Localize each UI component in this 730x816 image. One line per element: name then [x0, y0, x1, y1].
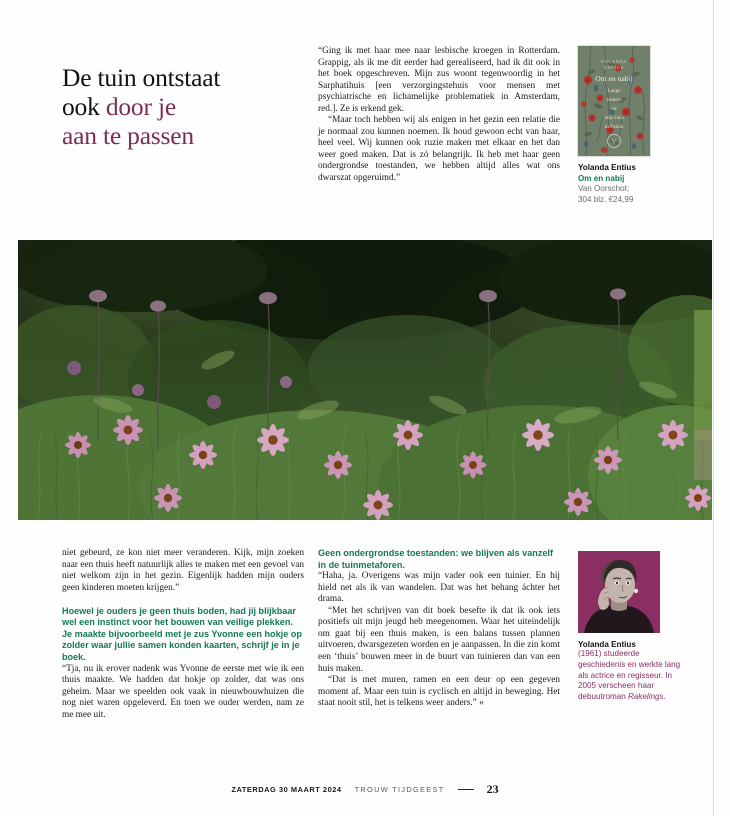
book-caption-details: 304 blz. €24,99 — [578, 194, 634, 204]
author-portrait — [578, 551, 660, 633]
paragraph-spacer — [62, 594, 304, 606]
headline-line-1: De tuin ontstaat — [62, 63, 221, 93]
author-bio-book-title: Rakelings. — [627, 692, 666, 702]
paragraph: “Met het schrijven van dit boek besefte ik dat ik ook iets positiefs uit mijn jeugd heb meegenomen. Waar het uiteindelijk om gaat bij een thuis maken, is een balans tussen plannen uitvoeren, dwarsgezeten worden en je aanpassen. In die zin komt een ‘thuis’ bouwen meer in de buurt van tuinieren dan van een huis maken. — [318, 605, 560, 674]
page-footer — [0, 782, 730, 797]
headline-line-3-accent: aan te passen — [62, 121, 194, 151]
author-info-block — [578, 551, 682, 703]
cover-subtitle-5: in Funda — [604, 124, 624, 130]
publisher-logo: V — [611, 138, 617, 146]
interview-question: Geen ondergrondse toestanden: we blijven als vanzelf in de tuinmetaforen. — [318, 548, 553, 570]
footer-page-number: 23 — [486, 782, 499, 796]
article-column-top-middle — [318, 46, 560, 185]
garden-photo — [18, 240, 712, 520]
page-edge-rule — [713, 0, 714, 816]
paragraph: “Haha, ja. Overigens was mijn vader ook een tuinier. En hij hield net als ik van wandelen. Dat was het behang áchter het drama. — [318, 571, 560, 605]
cover-subtitle-4: mijn huis — [604, 115, 624, 121]
footer-publication: TROUW TIJDGEEST — [354, 785, 445, 794]
paragraph: “Ging ik met haar mee naar lesbische kroegen in Rotterdam. Grappig, als ik me dit eerder had gerealiseerd, had ik dit ook in het boek opgeschreven. Mijn zus woont tegenwoordig in het Sarphatihuis [een verzorgingstehuis voor mensen met psychiatrische en lichamelijke problematiek in Amsterdam, red.]. Ze is erkend gek. — [318, 46, 560, 114]
footer-date: ZATERDAG 30 MAART 2024 — [231, 785, 342, 794]
interview-question: Hoewel je ouders je geen thuis boden, had jij blijkbaar wel een instinct voor het bouwen van veilige plekken. Je maakte bijvoorbeeld met je zus Yvonne een hokje op zolder waar jullie samen konden kaarten, schrijf je in je boek. — [62, 605, 302, 663]
paragraph: “Maar toch hebben wij als enigen in het gezin een relatie die je normaal zou kunnen noemen. Ik houd gewoon echt van haar, heel veel. Wij kunnen ook ruzie maken met elkaar en het dan weer goed maken. Dat is zó belangrijk. Ik heb met haar geen ondergrondse toestanden, we hebben altijd alles wat ons dwarszat opgeruimd.” — [318, 115, 560, 184]
book-caption-title: Om en nabij — [578, 173, 625, 183]
page-title — [62, 63, 312, 150]
article-column-bottom-left — [62, 548, 304, 721]
cover-title: Om en nabij — [595, 74, 633, 83]
paragraph: “Dat is met muren, ramen en een deur op een gegeven moment af. Maar een tuin is cyclisch en altijd in beweging. Het staat nooit stil, het is telkens weer anders.” « — [318, 675, 560, 709]
cover-author-line-2: ENTIUS — [604, 65, 624, 70]
headline-line-2-accent: door je — [105, 92, 176, 122]
paragraph: niet gebeurd, ze kon niet meer veranderen. Kijk, mijn zoeken naar een thuis heeft natuurlijk alles te maken met een gevoel van niet welkom zijn in het gezin. Eigenlijk hadden mijn ouders geen kinderen moeten krijgen.” — [62, 548, 304, 593]
cover-author-line-1: YOLANDA — [600, 59, 628, 64]
cover-subtitle-2: zomers — [606, 97, 622, 103]
book-info-block — [578, 46, 680, 205]
headline-line-2-black: ook — [62, 92, 106, 122]
book-cover-image — [578, 46, 650, 156]
paragraph: “Tja, nu ik erover nadenk was Yvonne de eerste met wie ik een thuis maakte. We hadden dat hokje op zolder, dat was ons geheim. Maar we speelden ook vaak in nieuwbouwhuizen die nog niet waren opgeleverd. En toen we ouder werden, nam ze me mee uit. — [62, 663, 304, 720]
author-bio-text: (1961) studeerde geschiedenis en werkte lang als actrice en regisseur. In 2005 verscheen haar debuutroman — [578, 649, 681, 702]
book-caption-publisher: Van Oorschot; — [578, 184, 630, 194]
cover-subtitle-1: Lange — [607, 88, 621, 94]
cover-subtitle-3: en — [611, 106, 617, 112]
footer-divider — [458, 789, 474, 791]
author-name: Yolanda Entius — [578, 640, 636, 649]
article-column-bottom-middle — [318, 548, 560, 710]
author-bio — [578, 649, 682, 703]
book-caption-author: Yolanda Entius — [578, 163, 636, 172]
